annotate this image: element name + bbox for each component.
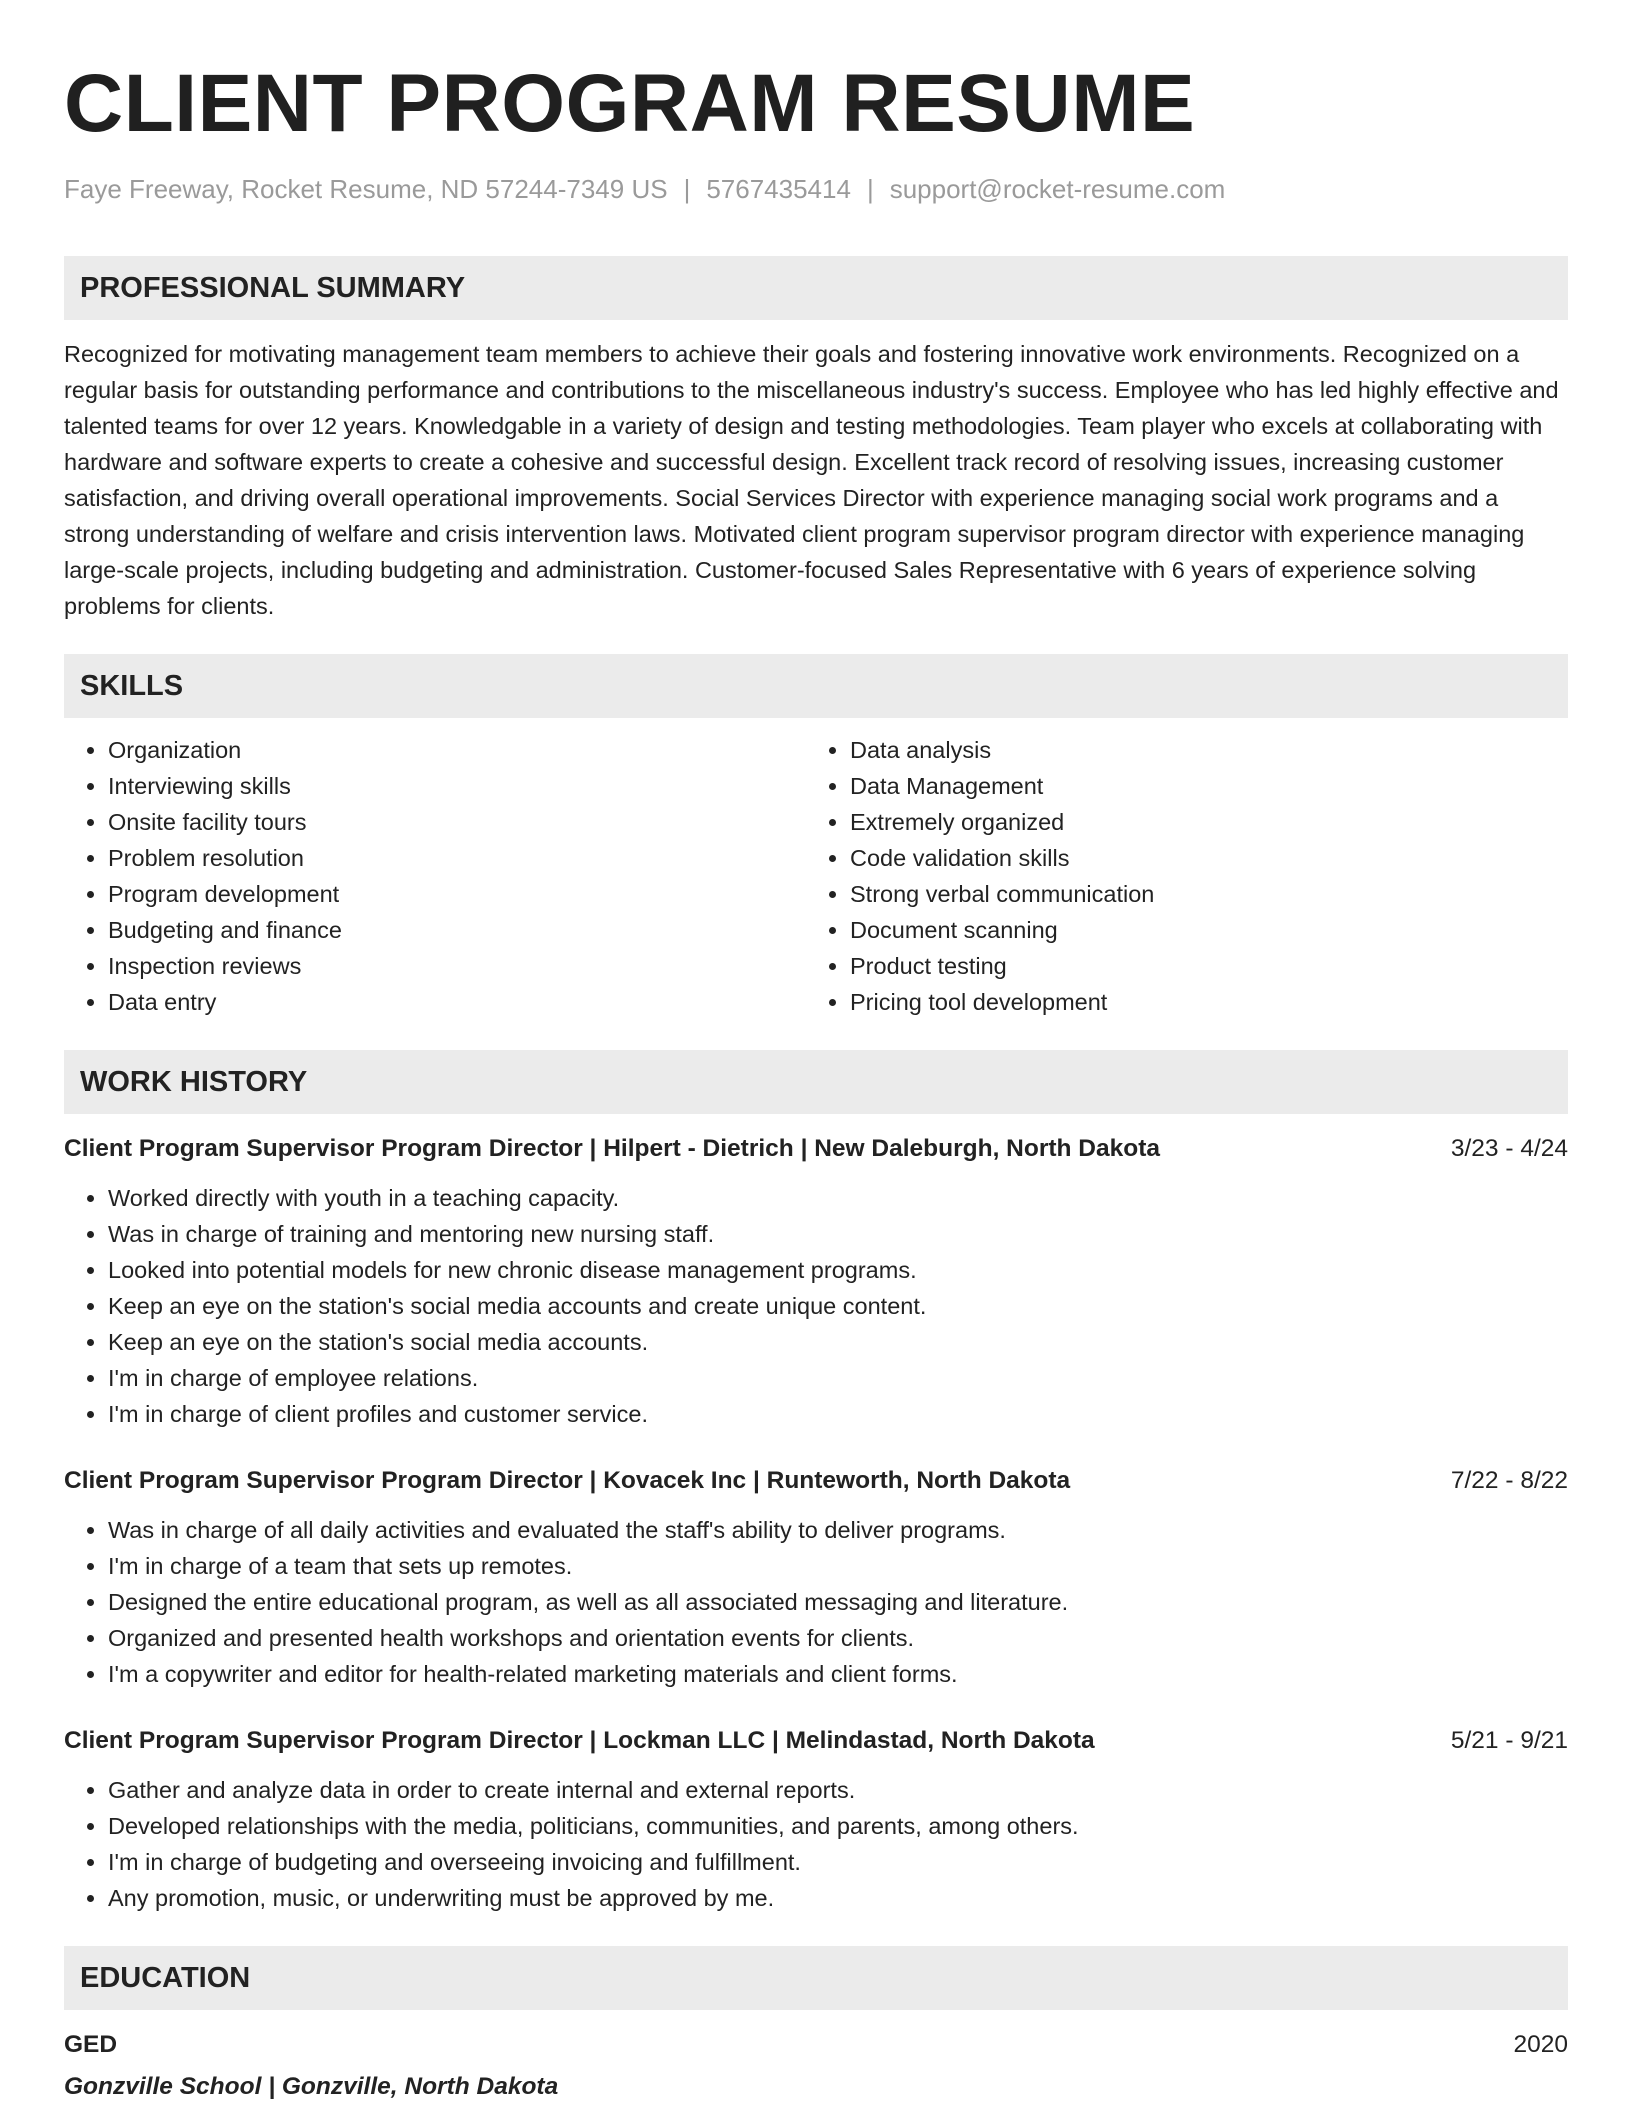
job-bullet: • Developed relationships with the media, politicians, communities, and parents, among others. bbox=[108, 1808, 1568, 1844]
summary-text: Recognized for motivating management team members to achieve their goals and fostering innovative work environments. Recognized on a regular basis for outstanding performance and contributions to the miscellaneous industry's success. Employee who has led highly effective and talented teams for over 12 years. Knowledgable in a variety of design and testing methodologies. Team player who excels at collaborating with hardware and software experts to create a cohesive and successful design. Excellent track record of resolving issues, increasing customer satisfaction, and driving overall operational improvements. Social Services Director with experience managing social work programs and a strong understanding of welfare and crisis intervention laws. Motivated client program supervisor program director with experience managing large-scale projects, including budgeting and administration. Customer-focused Sales Representative with 6 years of experience solving problems for clients. bbox=[64, 341, 1559, 619]
skills-column-left bbox=[64, 732, 806, 1020]
contact-phone: 5767435414 bbox=[706, 174, 851, 204]
education-school: Gonzville School | Gonzville, North Dakota bbox=[64, 2073, 559, 2100]
job-bullet: • I'm in charge of employee relations. bbox=[108, 1360, 1568, 1396]
job-bullet: • I'm a copywriter and editor for health-related marketing materials and client forms. bbox=[108, 1656, 1568, 1692]
job-entry bbox=[64, 1464, 1568, 1692]
skill-item: • Program development bbox=[108, 876, 806, 912]
section-header-education: EDUCATION bbox=[64, 1946, 1568, 2010]
skill-item: • Document scanning bbox=[850, 912, 1548, 948]
skills-list bbox=[64, 732, 1568, 1020]
skills-column-right bbox=[806, 732, 1548, 1020]
job-bullets bbox=[64, 1772, 1568, 1916]
job-bullets bbox=[64, 1512, 1568, 1692]
job-dates: 7/22 - 8/22 bbox=[1450, 1467, 1568, 1494]
education-degree: GED bbox=[64, 2031, 118, 2058]
contact-separator: | bbox=[866, 174, 874, 204]
job-bullet: • Worked directly with youth in a teaching capacity. bbox=[108, 1180, 1568, 1216]
job-bullet: • Designed the entire educational program, as well as all associated messaging and literature. bbox=[108, 1584, 1568, 1620]
education-year: 2020 bbox=[1513, 2031, 1568, 2058]
job-header bbox=[64, 1464, 1568, 1498]
section-header-summary: PROFESSIONAL SUMMARY bbox=[64, 256, 1568, 320]
job-title: Client Program Supervisor Program Director | Hilpert - Dietrich | New Daleburgh, North Dakota bbox=[64, 1135, 1161, 1162]
skill-item: • Pricing tool development bbox=[850, 984, 1548, 1020]
skill-item: • Extremely organized bbox=[850, 804, 1548, 840]
job-bullet: • Was in charge of all daily activities and evaluated the staff's ability to deliver programs. bbox=[108, 1512, 1568, 1548]
job-entry bbox=[64, 1132, 1568, 1432]
job-header bbox=[64, 1724, 1568, 1758]
contact-address: Faye Freeway, Rocket Resume, ND 57244-7349 US bbox=[64, 174, 668, 204]
skill-item: • Data entry bbox=[108, 984, 806, 1020]
skill-item: • Code validation skills bbox=[850, 840, 1548, 876]
job-dates: 5/21 - 9/21 bbox=[1450, 1727, 1568, 1754]
job-header bbox=[64, 1132, 1568, 1166]
skill-item: • Strong verbal communication bbox=[850, 876, 1548, 912]
job-title: Client Program Supervisor Program Director | Lockman LLC | Melindastad, North Dakota bbox=[64, 1727, 1095, 1754]
skill-item: • Budgeting and finance bbox=[108, 912, 806, 948]
job-bullets bbox=[64, 1180, 1568, 1432]
resume-title: CLIENT PROGRAM RESUME bbox=[64, 58, 1196, 149]
contact-separator: | bbox=[683, 174, 691, 204]
job-bullet: • I'm in charge of budgeting and overseeing invoicing and fulfillment. bbox=[108, 1844, 1568, 1880]
job-title: Client Program Supervisor Program Director | Kovacek Inc | Runteworth, North Dakota bbox=[64, 1467, 1071, 1494]
job-bullet: • Gather and analyze data in order to create internal and external reports. bbox=[108, 1772, 1568, 1808]
job-bullet: • I'm in charge of a team that sets up remotes. bbox=[108, 1548, 1568, 1584]
job-bullet: • Looked into potential models for new chronic disease management programs. bbox=[108, 1252, 1568, 1288]
section-header-skills: SKILLS bbox=[64, 654, 1568, 718]
job-bullet: • Any promotion, music, or underwriting must be approved by me. bbox=[108, 1880, 1568, 1916]
job-dates: 3/23 - 4/24 bbox=[1450, 1135, 1568, 1162]
skill-item: • Data Management bbox=[850, 768, 1548, 804]
contact-email[interactable]: support@rocket-resume.com bbox=[889, 174, 1226, 204]
job-bullet: • Keep an eye on the station's social media accounts. bbox=[108, 1324, 1568, 1360]
contact-line bbox=[64, 172, 1568, 206]
skill-item: • Product testing bbox=[850, 948, 1548, 984]
skill-item: • Problem resolution bbox=[108, 840, 806, 876]
education-entry bbox=[64, 2028, 1568, 2104]
skill-item: • Interviewing skills bbox=[108, 768, 806, 804]
section-header-work: WORK HISTORY bbox=[64, 1050, 1568, 1114]
skill-item: • Data analysis bbox=[850, 732, 1548, 768]
job-bullet: • Keep an eye on the station's social media accounts and create unique content. bbox=[108, 1288, 1568, 1324]
job-bullet: • Organized and presented health workshops and orientation events for clients. bbox=[108, 1620, 1568, 1656]
job-bullet: • Was in charge of training and mentoring new nursing staff. bbox=[108, 1216, 1568, 1252]
job-entry bbox=[64, 1724, 1568, 1916]
education-header bbox=[64, 2028, 1568, 2062]
skill-item: • Onsite facility tours bbox=[108, 804, 806, 840]
job-bullet: • I'm in charge of client profiles and customer service. bbox=[108, 1396, 1568, 1432]
skill-item: • Inspection reviews bbox=[108, 948, 806, 984]
skill-item: • Organization bbox=[108, 732, 806, 768]
